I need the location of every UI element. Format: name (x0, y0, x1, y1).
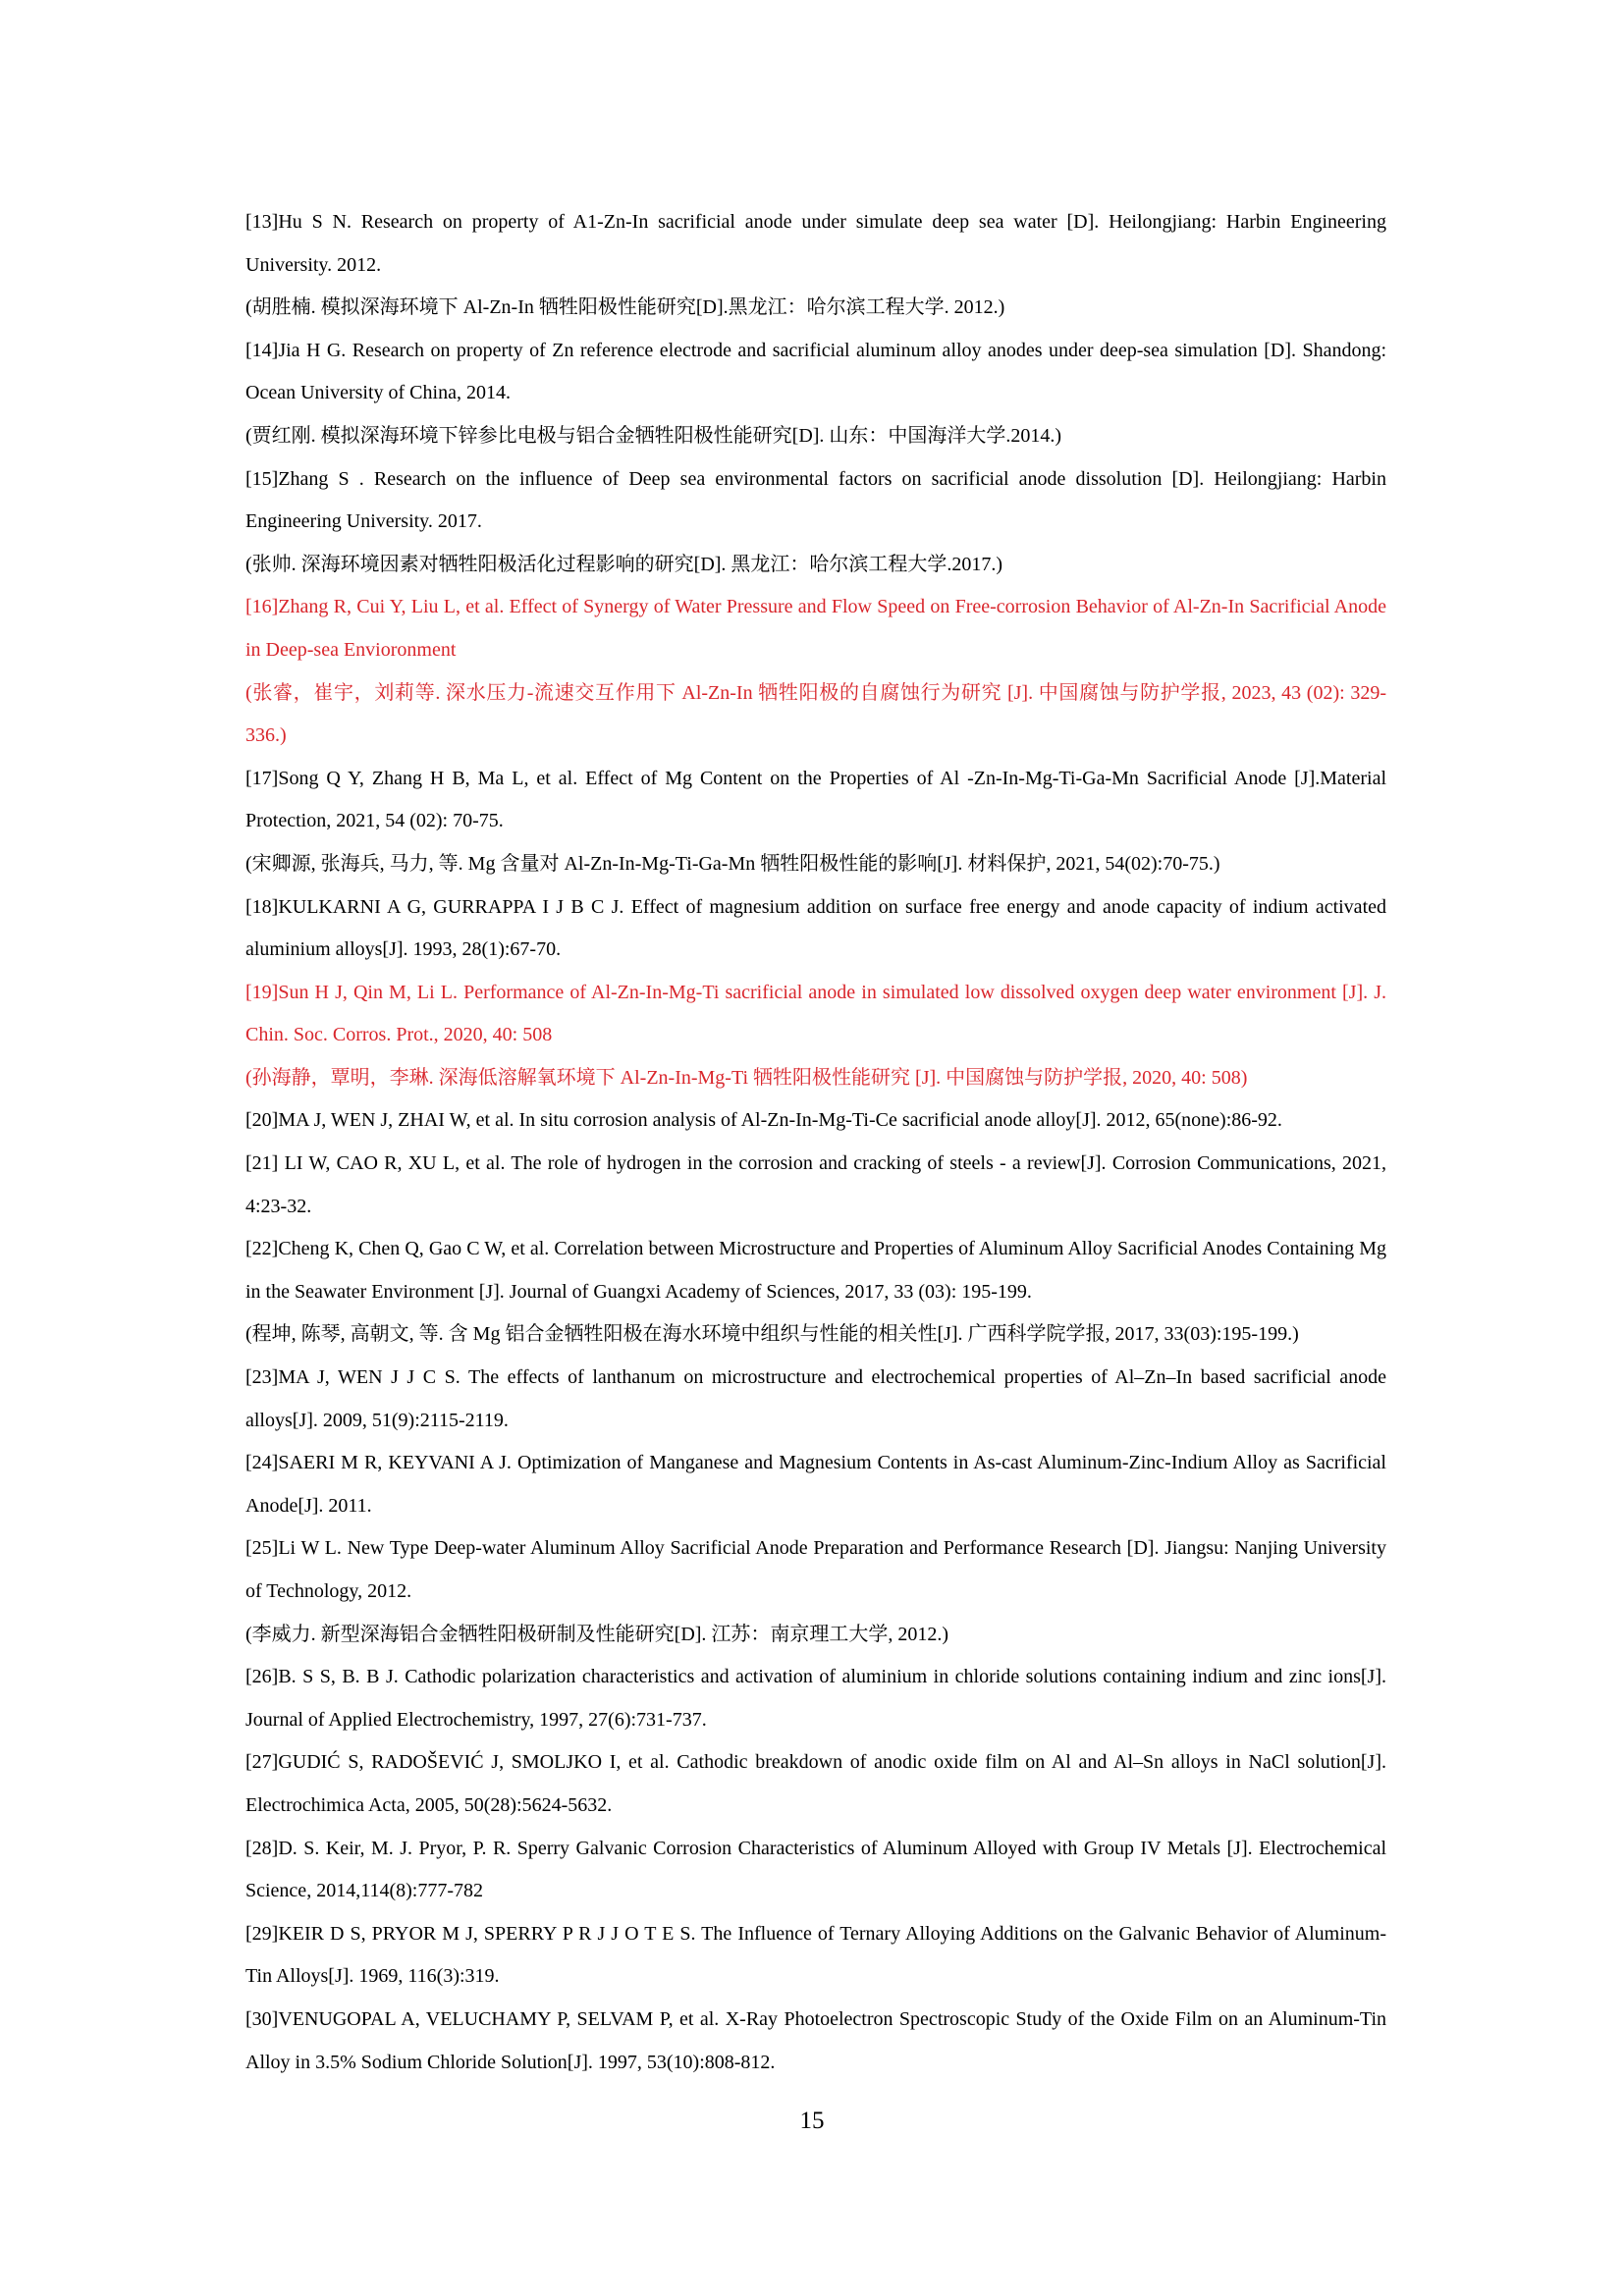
reference-r28-en: [28]D. S. Keir, M. J. Pryor, P. R. Sperry Galvanic Corrosion Characteristics of Aluminum Alloyed with Group IV Metals [J]. Electrochemical Science, 2014,114(8):777-782 (245, 1837, 1386, 1902)
reference-r17-zh: (宋卿源, 张海兵, 马力, 等. Mg 含量对 Al-Zn-In-Mg-Ti-Ga-Mn 牺牲阳极性能的影响[J]. 材料保护, 2021, 54(02):70-75.) (245, 852, 1220, 875)
reference-r27-en: [27]GUDIĆ S, RADOŠEVIĆ J, SMOLJKO I, et al. Cathodic breakdown of anodic oxide film on Al and Al–Sn alloys in NaCl solution[J]. Electrochimica Acta, 2005, 50(28):5624-5632. (245, 1751, 1386, 1816)
reference-r13-zh: (胡胜楠. 模拟深海环境下 Al-Zn-In 牺牲阳极性能研究[D].黑龙江：哈尔滨工程大学. 2012.) (245, 296, 1005, 319)
reference-r23-en: [23]MA J, WEN J J C S. The effects of lanthanum on microstructure and electrochemical properties of Al–Zn–In based sacrificial anode alloys[J]. 2009, 51(9):2115-2119. (245, 1366, 1386, 1431)
reference-r15-zh: (张帅. 深海环境因素对牺牲阳极活化过程影响的研究[D]. 黑龙江：哈尔滨工程大学.2017.) (245, 553, 1003, 575)
reference-r25-en: [25]Li W L. New Type Deep-water Aluminum Alloy Sacrificial Anode Preparation and Performance Research [D]. Jiangsu: Nanjing University of Technology, 2012. (245, 1537, 1386, 1602)
reference-r14-zh: (贾红刚. 模拟深海环境下锌参比电极与铝合金牺牲阳极性能研究[D]. 山东：中国海洋大学.2014.) (245, 424, 1062, 447)
reference-r19-zh: (孙海静，覃明，李琳. 深海低溶解氧环境下 Al-Zn-In-Mg-Ti 牺牲阳极性能研究 [J]. 中国腐蚀与防护学报, 2020, 40: 508) (245, 1066, 1248, 1089)
reference-r30-en: [30]VENUGOPAL A, VELUCHAMY P, SELVAM P, et al. X-Ray Photoelectron Spectroscopic Study of the Oxide Film on an Aluminum-Tin Alloy in 3.5% Sodium Chloride Solution[J]. 1997, 53(10):808-812. (245, 2007, 1386, 2073)
reference-r20-en: [20]MA J, WEN J, ZHAI W, et al. In situ corrosion analysis of Al-Zn-In-Mg-Ti-Ce sacrificial anode alloy[J]. 2012, 65(none):86-92. (245, 1109, 1282, 1132)
page-number: 15 (799, 2108, 825, 2134)
reference-r24-en: [24]SAERI M R, KEYVANI A J. Optimization of Manganese and Magnesium Contents in As-cast Aluminum-Zinc-Indium Alloy as Sacrificial Anode[J]. 2011. (245, 1452, 1386, 1517)
reference-r16-en: [16]Zhang R, Cui Y, Liu L, et al. Effect of Synergy of Water Pressure and Flow Speed on Free-corrosion Behavior of Al-Zn-In Sacrificial Anode in Deep-sea Envioronment (245, 596, 1386, 661)
reference-r19-en: [19]Sun H J, Qin M, Li L. Performance of Al-Zn-In-Mg-Ti sacrificial anode in simulated low dissolved oxygen deep water environment [J]. J. Chin. Soc. Corros. Prot., 2020, 40: 508 (245, 981, 1386, 1046)
reference-r21-en: [21] LI W, CAO R, XU L, et al. The role of hydrogen in the corrosion and cracking of steels - a review[J]. Corrosion Communications, 2021, 4:23-32. (245, 1152, 1386, 1217)
reference-r25-zh: (李威力. 新型深海铝合金牺牲阳极研制及性能研究[D]. 江苏：南京理工大学, 2012.) (245, 1623, 949, 1645)
reference-r17-en: [17]Song Q Y, Zhang H B, Ma L, et al. Effect of Mg Content on the Properties of Al -Zn-In-Mg-Ti-Ga-Mn Sacrificial Anode [J].Material Protection, 2021, 54 (02): 70-75. (245, 767, 1386, 832)
reference-r16-zh: (张睿，崔宇，刘莉等. 深水压力-流速交互作用下 Al-Zn-In 牺牲阳极的自腐蚀行为研究 [J]. 中国腐蚀与防护学报, 2023, 43 (02): 329-336.) (245, 681, 1386, 747)
reference-r22-zh: (程坤, 陈琴, 高朝文, 等. 含 Mg 铝合金牺牲阳极在海水环境中组织与性能的相关性[J]. 广西科学院学报, 2017, 33(03):195-199.) (245, 1323, 1299, 1346)
reference-r22-en: [22]Cheng K, Chen Q, Gao C W, et al. Correlation between Microstructure and Properties of Aluminum Alloy Sacrificial Anodes Containing Mg in the Seawater Environment [J]. Journal of Guangxi Academy of Sciences, 2017, 33 (03): 195-199. (245, 1238, 1386, 1303)
reference-r15-en: [15]Zhang S . Research on the influence of Deep sea environmental factors on sacrificial anode dissolution [D]. Heilongjiang: Harbin Engineering University. 2017. (245, 467, 1386, 533)
reference-r14-en: [14]Jia H G. Research on property of Zn reference electrode and sacrificial aluminum alloy anodes under deep-sea simulation [D]. Shandong: Ocean University of China, 2014. (245, 339, 1386, 404)
reference-r26-en: [26]B. S S, B. B J. Cathodic polarization characteristics and activation of aluminium in chloride solutions containing indium and zinc ions[J]. Journal of Applied Electrochemistry, 1997, 27(6):731-737. (245, 1666, 1386, 1731)
reference-r18-en: [18]KULKARNI A G, GURRAPPA I J B C J. Effect of magnesium addition on surface free energy and anode capacity of indium activated aluminium alloys[J]. 1993, 28(1):67-70. (245, 895, 1386, 961)
reference-list (245, 201, 1386, 2084)
reference-r29-en: [29]KEIR D S, PRYOR M J, SPERRY P R J J O T E S. The Influence of Ternary Alloying Additions on the Galvanic Behavior of Aluminum‐Tin Alloys[J]. 1969, 116(3):319. (245, 1922, 1386, 1988)
reference-r13-en: [13]Hu S N. Research on property of A1-Zn-In sacrificial anode under simulate deep sea water [D]. Heilongjiang: Harbin Engineering University. 2012. (245, 211, 1386, 276)
